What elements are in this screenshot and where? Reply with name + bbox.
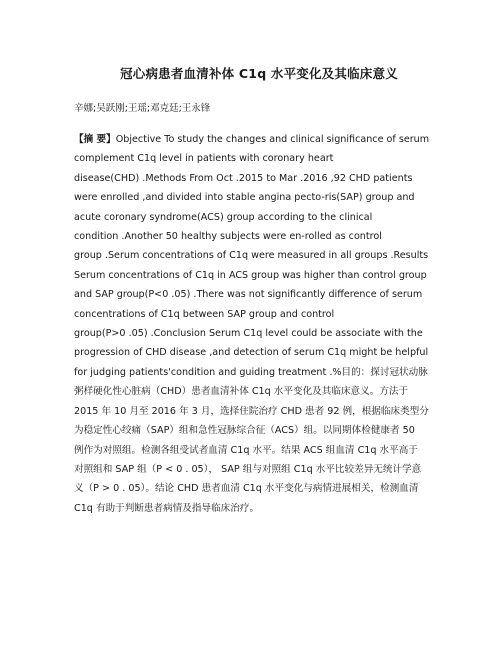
abstract-line: group(P>0 .05) .Conclusion Serum C1q level could be associate with the	[74, 328, 423, 340]
abstract-line: 为稳定性心绞痛（SAP）组和急性冠脉综合征（ACS）组。以同期体检健康者 50	[74, 425, 415, 437]
abstract-label: 【摘 要】	[74, 134, 116, 145]
paper-title: 冠心病患者血清补体 C1q 水平变化及其临床意义	[120, 66, 398, 81]
abstract-line: 对照组和 SAP 组（P < 0 . 05）， SAP 组与对照组 C1q 水平比较差异无统计学意	[74, 463, 422, 475]
abstract-line: disease(CHD) .Methods From Oct .2015 to Mar .2016 ,92 CHD patients	[74, 172, 413, 184]
abstract-line: 2015 年 10 月至 2016 年 3 月，选择住院治疗 CHD 患者 92 例，根据临床类型分	[74, 405, 429, 417]
abstract	[74, 130, 444, 518]
abstract-line: group .Serum concentrations of C1q were measured in all groups .Results	[74, 250, 429, 262]
author-list: 辛娜;吴跃刚;王瑶;邓克廷;王永锋	[74, 103, 211, 114]
abstract-line: acute coronary syndrome(ACS) group according to the clinical	[74, 211, 373, 223]
abstract-line: 粥样硬化性心脏病（CHD）患者血清补体 C1q 水平变化及其临床意义。方法于	[74, 386, 409, 398]
abstract-line: and SAP group(P<0 .05) .There was not significantly difference of serum	[74, 289, 423, 301]
abstract-line: condition .Another 50 healthy subjects were en-rolled as control	[74, 231, 382, 243]
abstract-line: 【摘 要】Objective To study the changes and clinical significance of serum	[74, 134, 430, 145]
abstract-line: complement C1q level in patients with coronary heart	[74, 153, 334, 165]
abstract-line: concentrations of C1q between SAP group and control	[74, 308, 335, 320]
abstract-line: for judging patients'condition and guiding treatment .%目的：探讨冠状动脉	[74, 366, 428, 378]
abstract-line: were enrolled ,and divided into stable angina pecto-ris(SAP) group and	[74, 192, 415, 204]
abstract-line: 例作为对照组。检测各组受试者血清 C1q 水平。结果 ACS 组血清 C1q 水平高于	[74, 444, 418, 456]
abstract-line: progression of CHD disease ,and detection of serum C1q might be helpful	[74, 347, 429, 359]
abstract-line: C1q 有助于判断患者病情及指导临床治疗。	[74, 502, 260, 514]
abstract-line: 义（P > 0 . 05）。结论 CHD 患者血清 C1q 水平变化与病情进展相关，检测血清	[74, 483, 419, 495]
abstract-line: Serum concentrations of C1q in ACS group was higher than control group	[74, 269, 427, 281]
